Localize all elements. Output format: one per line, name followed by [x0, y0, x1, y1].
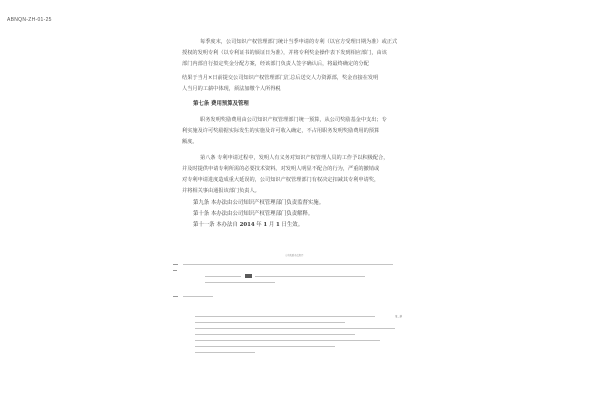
paragraph-3-line-1: 职务发明奖励费用由公司知识产权管理部门统一预算，从公司奖励基金中支出；专 — [200, 117, 387, 123]
article-11-day: 1 — [276, 222, 280, 228]
embedded-page-title: 专利奖励办法附件 — [285, 254, 304, 257]
article-11-prefix: 第十一条 本办法自 — [193, 222, 238, 228]
article-11-month: 1 — [263, 222, 268, 228]
embedded-text-line — [195, 322, 345, 323]
paragraph-3-line-3: 额度。 — [182, 139, 198, 145]
paragraph-2-line-1: 结果于当月×日前提交公司知识产权管理部门汇总后送交人力资源部，奖金直接在发明 — [182, 75, 379, 81]
paragraph-1-line-2: 授权的发明专利（以专利证书的颁证日为准），并将专利奖金操作表下发到相应部门，由该 — [182, 50, 387, 56]
paragraph-2-line-2: 人当月的工薪中体现，须法加缴个人所得税 — [182, 86, 281, 92]
embedded-badge-icon — [245, 274, 252, 278]
paragraph-4-line-4: 并将相关事由通报该部门负责人。 — [182, 188, 260, 194]
embedded-text-line — [195, 334, 355, 335]
embedded-page-preview — [165, 232, 425, 400]
paragraph-1-line-1: 每季度末，公司知识产权管理部门统计当季申请的专利（以官方受理日期为准）或正式 — [200, 39, 398, 45]
embedded-text-line — [195, 316, 375, 317]
article-9: 第九条 本办法由公司知识产权管理部门负责监督实施。 — [193, 200, 325, 206]
embedded-text-line — [195, 346, 335, 347]
paragraph-4-line-3: 对专利申请进度造成重大延误的，公司知识产权管理部门有权决定扣减其专利申请奖， — [182, 177, 380, 183]
article-7-heading: 第七条 费用预算及管理 — [193, 101, 249, 107]
embedded-text-line — [205, 276, 241, 277]
embedded-text-line — [195, 328, 395, 329]
article-11-suffix: 日生效。 — [281, 222, 304, 228]
embedded-bullet — [173, 296, 178, 297]
embedded-text-line — [183, 264, 393, 265]
article-11-year-unit: 年 — [256, 222, 262, 228]
embedded-side-note: 第二条 — [395, 315, 403, 318]
embedded-text-line — [195, 352, 255, 353]
document-code: ABNQN-ZH-01-25 — [7, 17, 52, 23]
embedded-bullet — [173, 270, 177, 271]
article-11-year: 2014 — [239, 222, 255, 228]
embedded-bullet — [173, 264, 178, 265]
article-11 — [193, 220, 303, 228]
article-10: 第十条 本办法由公司知识产权管理部门负责解释。 — [193, 211, 314, 217]
paragraph-4-line-1: 第八条 专利申请过程中，发明人有义务对知识产权管理人员的工作予以积极配合， — [200, 155, 389, 161]
article-11-month-unit: 月 — [268, 222, 275, 228]
embedded-text-line — [255, 276, 365, 277]
paragraph-1-line-3: 部门内部自行拟定奖金分配方案，经该部门负责人签字确认后，将最终确定的分配 — [182, 61, 369, 67]
embedded-text-line — [205, 282, 275, 283]
paragraph-4-line-2: 并及时提供申请专利所需的必要技术资料。对发明人明显不配合的行为，严重的撤销或 — [182, 166, 380, 172]
embedded-text-line — [195, 340, 380, 341]
paragraph-3-line-2: 利实施及许可奖励据实际发生的实施及许可收入确定，不占用职务发明奖励费用的预算 — [182, 128, 380, 134]
embedded-text-line — [183, 296, 213, 297]
